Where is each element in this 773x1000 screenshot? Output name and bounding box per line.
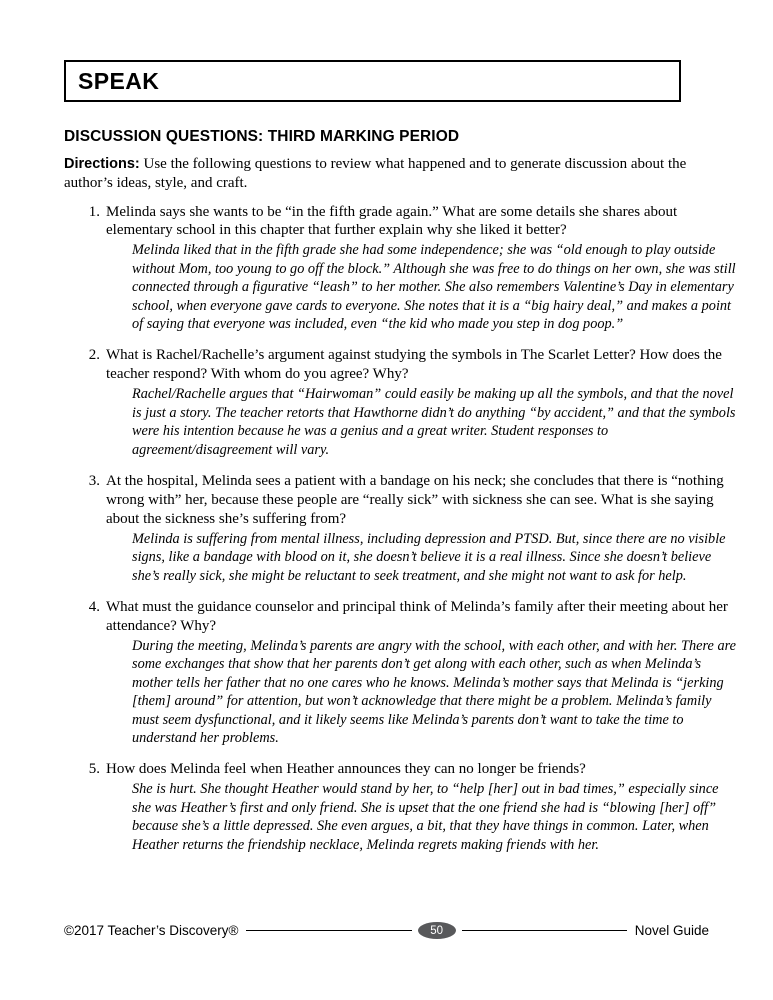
- book-title-box: [64, 60, 681, 102]
- section-heading: DISCUSSION QUESTIONS: THIRD MARKING PERIOD: [64, 128, 460, 145]
- question-answer: Melinda is suffering from mental illness, including depression and PTSD. But, since there are no visible signs, like a bandage with blood on it, she doesn’t believe it is a real illness. Since she doesn’t believe she’s really sick, she might be reluctant to seek treatment, and she might not want to ask for help.: [132, 530, 726, 584]
- question-text: What must the guidance counselor and principal think of Melinda’s family after their meeting about her attendance? Why?: [106, 598, 728, 634]
- question-text: Melinda says she wants to be “in the fifth grade again.” What are some details she shares about elementary school in this chapter that further explain why she liked it better?: [106, 203, 678, 239]
- list-item: [88, 203, 736, 334]
- book-title: SPEAK: [78, 67, 160, 94]
- question-text: How does Melinda feel when Heather announces they can no longer be friends?: [106, 761, 586, 778]
- question-number: 4.: [88, 598, 100, 615]
- question-answer: Rachel/Rachelle argues that “Hairwoman” could easily be making up all the symbols, and that the novel is just a story. The teacher retorts that Hawthorne didn’t do anything “by accident,” and that the symbols were his intention because he was a genius and a great writer. Student responses to agreement/disagreement will vary.: [132, 386, 736, 458]
- list-item: [88, 472, 736, 585]
- directions-label: Directions:: [64, 156, 140, 172]
- question-number: 2.: [88, 347, 100, 364]
- question-answer: Melinda liked that in the fifth grade she had some independence; she was “old enough to play outside without Mom, too young to go off the block.” Although she was free to do things on her own, she was still connected through a figurative “leash” to her mother. She also remembers Valentine’s Day in elementary school, when everyone gave cards to everyone. She notes that it is a “big hairy deal,” and makes a point of saying that everyone was included, even “the kid who made you step in dog poop.”: [132, 242, 736, 333]
- list-item: [88, 598, 736, 747]
- page-number-badge: 50: [418, 922, 456, 939]
- list-item: [88, 346, 736, 459]
- question-number: 3.: [88, 473, 100, 489]
- directions-paragraph: [64, 155, 689, 193]
- page-footer: [64, 922, 709, 944]
- question-answer: She is hurt. She thought Heather would stand by her, to “help [her] out in bad times,” especially since she was Heather’s first and only friend. She is upset that the one friend she had is “blowing [her] off” because she’s a little depressed. She even argues, a bit, that they have things in common. Later, when Heather returns the friendship necklace, Melinda regrets making friends with her.: [132, 781, 719, 853]
- list-item: [88, 760, 736, 854]
- question-text: What is Rachel/Rachelle’s argument against studying the symbols in The Scarlet Letter? How does the teacher respond? With whom do you agree? Why?: [106, 347, 722, 383]
- guide-label: Novel Guide: [634, 923, 709, 938]
- footer-rule-left: [246, 930, 411, 931]
- question-number: 1.: [88, 203, 100, 220]
- question-number: 5.: [88, 761, 100, 778]
- directions-text: Use the following questions to review what happened and to generate discussion about the author’s ideas, style, and craft.: [64, 156, 687, 191]
- footer-rule-right: [462, 930, 627, 931]
- questions-list: [64, 203, 736, 855]
- question-text: At the hospital, Melinda sees a patient with a bandage on his neck; she concludes that there is “nothing wrong with” her, because these people are “really sick” with sickness she can see. What is she saying about the sickness she’s suffering from?: [106, 473, 724, 527]
- copyright-text: ©2017 Teacher’s Discovery®: [64, 923, 239, 938]
- question-answer: During the meeting, Melinda’s parents are angry with the school, with each other, and with her. There are some exchanges that show that her parents don’t get along with each other, such as when Melinda’s mother tells her father that no one cares who he knows. Melinda’s mother says that Melinda is “jerking [them] around” for attention, but won’t acknowledge that there might be a problem. Melinda’s family must seem dysfunctional, and it likely seems like Melinda’s parents don’t want to take the time to understand her problems.: [132, 637, 736, 746]
